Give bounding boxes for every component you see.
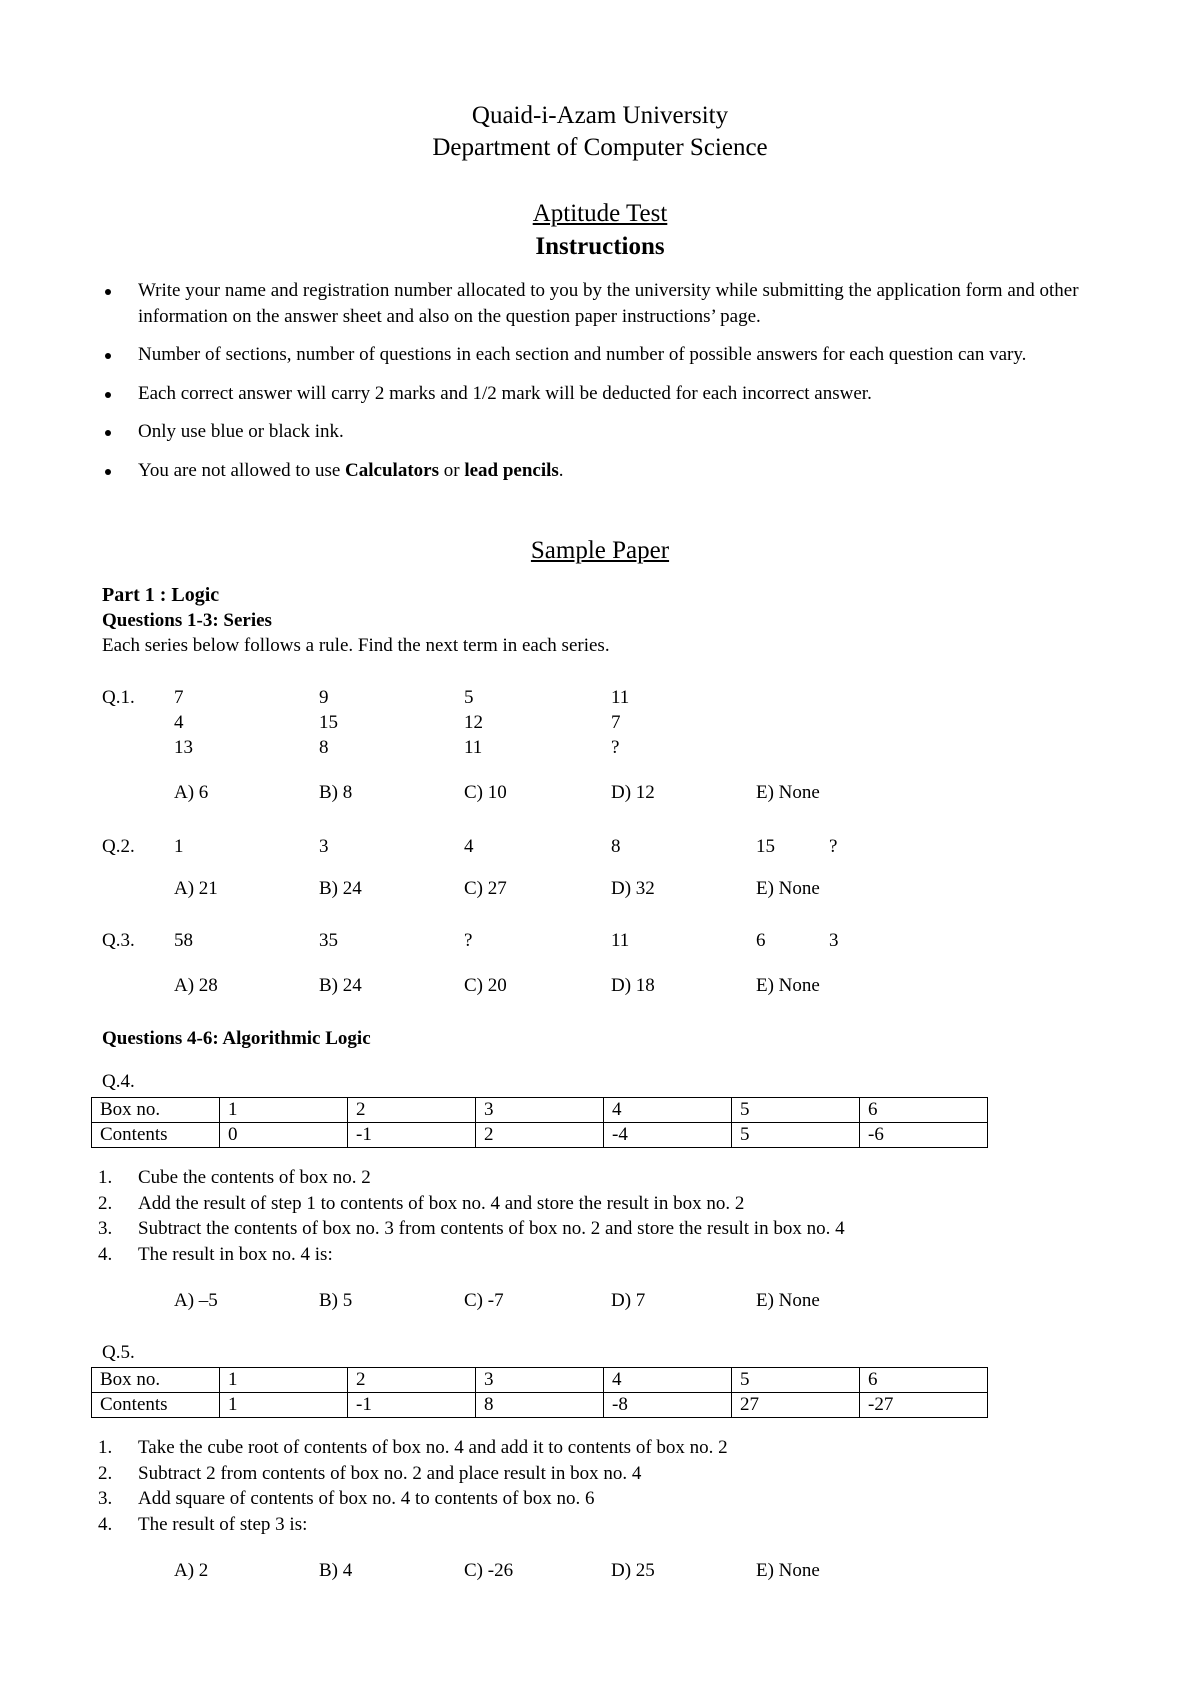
q3-option: B) 24 <box>319 975 362 996</box>
step-text: The result in box no. 4 is: <box>138 1243 333 1265</box>
q2-option: D) 32 <box>611 878 655 899</box>
table-cell: 27 <box>732 1393 860 1418</box>
instruction-item <box>98 458 1118 484</box>
q4-option: A) –5 <box>174 1290 218 1311</box>
table-cell: 6 <box>860 1098 988 1123</box>
test-title: Aptitude Test <box>532 200 668 227</box>
step-text: Add square of contents of box no. 4 to contents of box no. 6 <box>138 1488 595 1509</box>
q1-term: 7 <box>174 687 184 708</box>
q2-term: 8 <box>611 836 621 857</box>
step-item: 2. Subtract 2 from contents of box no. 2 and place result in box no. 4 <box>98 1462 642 1484</box>
step-item: 3. Subtract the contents of box no. 3 from contents of box no. 2 and store the result in box no. 4 <box>98 1218 845 1239</box>
university-name: Quaid-i-Azam University <box>471 102 729 129</box>
table-cell: 3 <box>476 1368 604 1393</box>
table-row <box>92 1393 988 1418</box>
q1-term: 8 <box>319 737 329 758</box>
table-cell: 4 <box>604 1098 732 1123</box>
q2-option: B) 24 <box>319 878 362 899</box>
q5-option: A) 2 <box>174 1560 209 1581</box>
q5-label: Q.5. <box>102 1342 135 1363</box>
q1-term: 5 <box>464 687 474 708</box>
q4-box-table <box>91 1097 988 1148</box>
table-cell: 5 <box>732 1098 860 1123</box>
q2-option: A) 21 <box>174 878 218 899</box>
table-row <box>92 1098 988 1123</box>
step-text: The result of step 3 is: <box>138 1513 308 1535</box>
table-cell: -1 <box>348 1393 476 1418</box>
table-cell: 5 <box>732 1123 860 1148</box>
table-cell: -6 <box>860 1123 988 1148</box>
instruction-calculators: Calculators <box>345 459 439 481</box>
q1-term: 9 <box>319 687 329 708</box>
series-heading: Questions 1-3: Series <box>102 610 272 631</box>
q3-label: Q.3. <box>102 930 135 951</box>
q2-term: 1 <box>174 836 184 857</box>
q3-term: 11 <box>611 930 630 951</box>
table-cell: 2 <box>476 1123 604 1148</box>
q5-option: E) None <box>756 1560 820 1581</box>
q2-option: E) None <box>756 878 820 899</box>
table-cell: 1 <box>220 1393 348 1418</box>
q1-option: E) None <box>756 782 820 803</box>
q3-term: 3 <box>829 930 839 951</box>
q3-term: 58 <box>174 930 193 951</box>
table-cell: Contents <box>92 1393 220 1418</box>
table-cell: -1 <box>348 1123 476 1148</box>
q2-term: 3 <box>319 836 329 857</box>
table-cell: 1 <box>220 1098 348 1123</box>
q1-term: 4 <box>174 712 184 733</box>
step-item: 1. Take the cube root of contents of box no. 4 and add it to contents of box no. 2 <box>98 1437 728 1458</box>
q1-option: D) 12 <box>611 782 655 803</box>
q3-term: 35 <box>319 930 338 951</box>
table-cell: -4 <box>604 1123 732 1148</box>
q1-term: 11 <box>611 687 630 708</box>
instruction-text: . <box>558 459 564 481</box>
algorithmic-logic-heading: Questions 4-6: Algorithmic Logic <box>102 1028 371 1049</box>
step-text: Cube the contents of box no. 2 <box>138 1167 371 1188</box>
q1-term: 12 <box>464 712 483 733</box>
q1-option: B) 8 <box>319 782 353 803</box>
table-cell: 1 <box>220 1368 348 1393</box>
sample-paper-title: Sample Paper <box>530 537 670 564</box>
q5-option: C) -26 <box>464 1560 514 1581</box>
q2-label: Q.2. <box>102 836 135 857</box>
instruction-item: Number of sections, number of questions in each section and number of possible answers for each question can vary. <box>98 342 1118 368</box>
q2-term: 15 <box>756 836 775 857</box>
instruction-text: or <box>438 459 465 481</box>
q5-option: D) 25 <box>611 1560 655 1581</box>
q4-option: B) 5 <box>319 1290 353 1311</box>
q3-option: A) 28 <box>174 975 218 996</box>
q2-option: C) 27 <box>464 878 507 899</box>
q1-term: 15 <box>319 712 338 733</box>
q5-box-table <box>91 1367 988 1418</box>
instructions-list <box>98 278 1118 496</box>
step-item: 4. The result of step 3 is: <box>98 1513 308 1535</box>
table-row <box>92 1368 988 1393</box>
table-cell: 0 <box>220 1123 348 1148</box>
q3-option: D) 18 <box>611 975 655 996</box>
step-item: 4. The result in box no. 4 is: <box>98 1243 333 1265</box>
table-cell: 6 <box>860 1368 988 1393</box>
q1-term: 13 <box>174 737 193 758</box>
table-cell: -27 <box>860 1393 988 1418</box>
step-item: 2. Add the result of step 1 to contents of box no. 4 and store the result in box no. 2 <box>98 1192 745 1214</box>
step-item: 1. Cube the contents of box no. 2 <box>98 1167 371 1188</box>
table-cell: 5 <box>732 1368 860 1393</box>
q1-label: Q.1. <box>102 687 135 708</box>
q2-term: ? <box>829 836 838 857</box>
step-text: Subtract the contents of box no. 3 from contents of box no. 2 and store the result in box no. 4 <box>138 1218 845 1239</box>
table-row <box>92 1123 988 1148</box>
table-cell: 4 <box>604 1368 732 1393</box>
q1-option: A) 6 <box>174 782 209 803</box>
step-item: 3. Add square of contents of box no. 4 to contents of box no. 6 <box>98 1488 595 1509</box>
step-text: Subtract 2 from contents of box no. 2 and place result in box no. 4 <box>138 1462 642 1484</box>
q3-option: E) None <box>756 975 820 996</box>
table-cell: 2 <box>348 1368 476 1393</box>
table-cell: 8 <box>476 1393 604 1418</box>
table-cell: 3 <box>476 1098 604 1123</box>
q1-term: 7 <box>611 712 621 733</box>
instructions-title: Instructions <box>535 233 665 260</box>
table-cell: Contents <box>92 1123 220 1148</box>
q5-steps <box>98 1435 728 1537</box>
q3-option: C) 20 <box>464 975 507 996</box>
step-text: Take the cube root of contents of box no. 4 and add it to contents of box no. 2 <box>138 1437 728 1458</box>
q1-option: C) 10 <box>464 782 507 803</box>
series-intro: Each series below follows a rule. Find the next term in each series. <box>102 635 610 656</box>
q4-option: E) None <box>756 1290 820 1311</box>
step-text: Add the result of step 1 to contents of box no. 4 and store the result in box no. 2 <box>138 1192 745 1214</box>
q4-steps <box>98 1165 845 1267</box>
instruction-item: Write your name and registration number allocated to you by the university while submitting the application form and other information on the answer sheet and also on the question paper instructions’ page. <box>98 278 1118 329</box>
department-name: Department of Computer Science <box>432 134 768 161</box>
part1-title: Part 1 : Logic <box>102 584 220 606</box>
table-cell: -8 <box>604 1393 732 1418</box>
q3-term: ? <box>464 930 473 951</box>
q4-label: Q.4. <box>102 1071 135 1092</box>
q4-option: D) 7 <box>611 1290 646 1311</box>
instruction-text: You are not allowed to use <box>138 459 346 481</box>
instruction-pencils: lead pencils <box>464 459 559 481</box>
q4-option: C) -7 <box>464 1290 504 1311</box>
instruction-item: Each correct answer will carry 2 marks and 1/2 mark will be deducted for each incorrect answer. <box>98 381 1118 407</box>
table-cell: Box no. <box>92 1368 220 1393</box>
instruction-item: Only use blue or black ink. <box>98 419 1118 445</box>
table-cell: 2 <box>348 1098 476 1123</box>
q1-term: ? <box>611 737 620 758</box>
q3-term: 6 <box>756 930 766 951</box>
q2-term: 4 <box>464 836 474 857</box>
q5-option: B) 4 <box>319 1560 353 1581</box>
q1-term: 11 <box>464 737 483 758</box>
table-cell: Box no. <box>92 1098 220 1123</box>
